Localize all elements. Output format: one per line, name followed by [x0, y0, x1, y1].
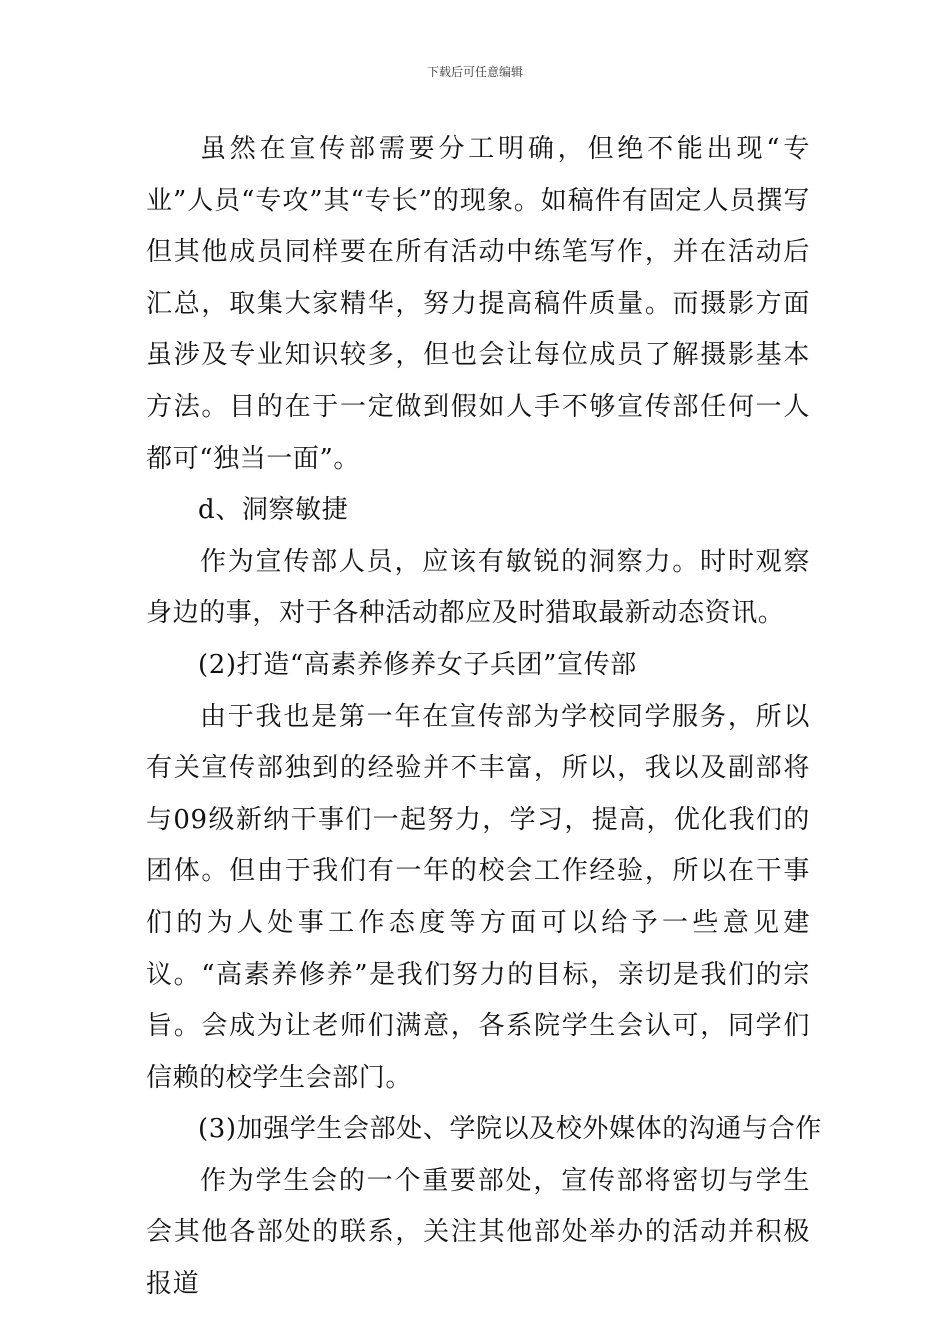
page-header-note: 下载后可任意编辑	[426, 65, 523, 79]
paragraph-division-of-labor: 虽然在宣传部需要分工明确，但绝不能出现“专业”人员“专攻”其“专长”的现象。如稿件有固定人员撰写但其他成员同样要在所有活动中练笔写作，并在活动后汇总，取集大家精华，努力提高稿件质量。而摄影方面虽涉及专业知识较多，但也会让每位成员了解摄影基本方法。目的在于一定做到假如人手不够宣传部任何一人都可“独当一面”。	[146, 134, 810, 474]
paragraph-team: 由于我也是第一年在宣传部为学校同学服务，所以有关宣传部独到的经验并不丰富，所以，我以及副部将与09级新纳干事们一起努力，学习，提高，优化我们的团体。但由于我们有一年的校会工作经验，所以在干事们的为人处事工作态度等方面可以给予一些意见建议。“高素养修养”是我们努力的目标，亲切是我们的宗旨。会成为让老师们满意，各系院学生会认可，同学们信赖的校学生会部门。	[146, 701, 810, 1093]
heading-3-cooperation: (3)加强学生会部处、学院以及校外媒体的沟通与合作	[198, 1114, 822, 1145]
document-body	[146, 124, 822, 1311]
heading-2-team: (2)打造“高素养修养女子兵团”宣传部	[198, 649, 637, 680]
paragraph-cooperation: 作为学生会的一个重要部处，宣传部将密切与学生会其他各部处的联系，关注其他部处举办的活动并积极报道	[146, 1165, 810, 1300]
heading-d-observation: d、洞察敏捷	[198, 495, 349, 526]
paragraph-observation: 作为宣传部人员，应该有敏锐的洞察力。时时观察身边的事，对于各种活动都应及时猎取最新动态资讯。	[146, 546, 810, 629]
